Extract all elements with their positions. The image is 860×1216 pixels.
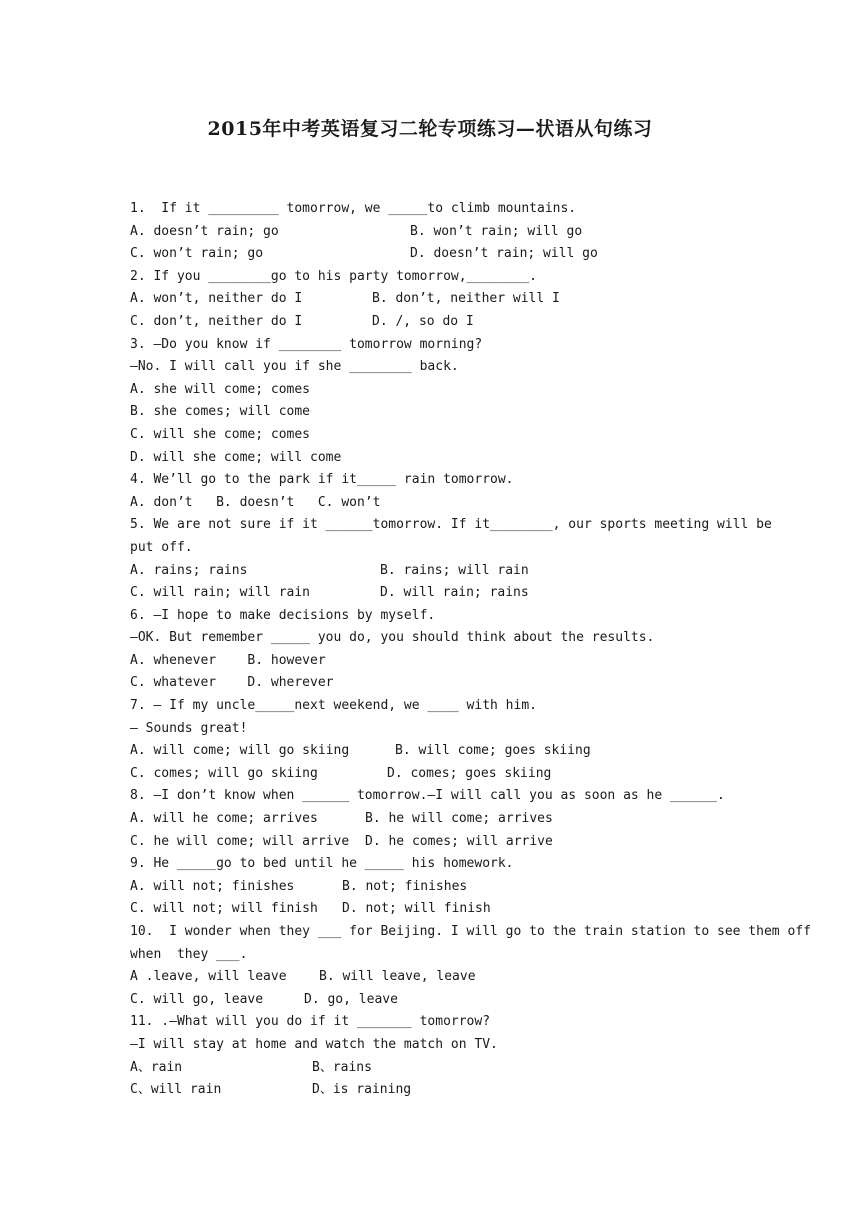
options-row (130, 831, 770, 854)
answer-option: B. rains; will rain (380, 562, 529, 578)
answer-option: C. whatever D. wherever (130, 675, 334, 691)
question-stem-line: 11. .—What will you do if it _______ tomorrow? (130, 1014, 491, 1030)
options-row (130, 1079, 770, 1102)
answer-option: B. she comes; will come (130, 404, 311, 420)
question-8 (130, 785, 770, 853)
answer-option: C. he will come; will arrive (130, 833, 350, 849)
question-5 (130, 514, 770, 604)
options-row (130, 311, 770, 334)
answer-option: D. he comes; will arrive (365, 833, 553, 849)
question-7 (130, 695, 770, 785)
options-row (130, 379, 770, 402)
answer-option: A. she will come; comes (130, 381, 311, 397)
answer-option: B. don’t, neither will I (372, 291, 560, 307)
answer-option: A. will he come; arrives (130, 811, 318, 827)
question-stem-line: when they ___. (130, 946, 248, 962)
answer-option: C. don’t, neither do I (130, 313, 303, 329)
answer-option: C. will rain; will rain (130, 585, 311, 601)
answer-option: C. will not; will finish (130, 901, 318, 917)
answer-option: A. doesn’t rain; go (130, 223, 279, 239)
page-title: 2015年中考英语复习二轮专项练习—状语从句练习 (207, 118, 653, 140)
answer-option: C、will rain (130, 1082, 222, 1098)
options-row (130, 672, 770, 695)
question-11 (130, 1011, 770, 1101)
question-stem-line: put off. (130, 539, 193, 555)
answer-option: B. he will come; arrives (365, 811, 553, 827)
question-list (130, 198, 811, 1102)
question-stem-line: —OK. But remember _____ you do, you should think about the results. (130, 630, 655, 646)
answer-option: D. comes; goes skiing (387, 765, 552, 781)
question-stem-line: 10. I wonder when they ___ for Beijing. I will go to the train station to see them off (130, 924, 811, 939)
question-stem-line: 6. —I hope to make decisions by myself. (130, 607, 436, 623)
question-stem-line: 3. —Do you know if ________ tomorrow morning? (130, 336, 483, 352)
answer-option: B. won’t rain; will go (410, 223, 583, 239)
question-stem-line: 5. We are not sure if it ______tomorrow. If it________, our sports meeting will be (130, 517, 772, 533)
question-10 (130, 921, 811, 1011)
answer-option: B. will leave, leave (319, 969, 476, 985)
options-row (130, 560, 770, 583)
answer-option: D. will she come; will come (130, 449, 342, 465)
answer-option: A .leave, will leave (130, 969, 287, 985)
answer-option: B、rains (312, 1059, 372, 1075)
answer-option: D. will rain; rains (380, 585, 529, 601)
answer-option: C. comes; will go skiing (130, 765, 318, 781)
options-row (130, 740, 770, 763)
answer-option: C. will she come; comes (130, 426, 311, 442)
answer-option: A. will not; finishes (130, 878, 295, 894)
question-6 (130, 605, 770, 695)
question-stem-line: 8. —I don’t know when ______ tomorrow.—I will call you as soon as he ______. (130, 788, 725, 804)
answer-option: D. doesn’t rain; will go (410, 246, 598, 262)
question-stem-line: 4. We’ll go to the park if it_____ rain tomorrow. (130, 472, 514, 488)
options-row (130, 492, 770, 515)
answer-option: A. whenever B. however (130, 652, 326, 668)
question-2 (130, 266, 770, 334)
question-stem-line: — Sounds great! (130, 720, 248, 736)
answer-option: D、is raining (312, 1082, 412, 1098)
answer-option: D. go, leave (304, 991, 398, 1007)
options-row (130, 898, 770, 921)
question-stem-line: —No. I will call you if she ________ back. (130, 359, 459, 375)
answer-option: A. don’t B. doesn’t C. won’t (130, 494, 381, 510)
options-row (130, 989, 770, 1012)
options-row (130, 424, 770, 447)
options-row (130, 1057, 770, 1080)
question-4 (130, 469, 770, 514)
options-row (130, 808, 770, 831)
answer-option: B. will come; goes skiing (395, 743, 591, 759)
options-row (130, 221, 770, 244)
question-stem-line: 1. If it _________ tomorrow, we _____to climb mountains. (130, 201, 577, 216)
options-row (130, 243, 770, 266)
options-row (130, 650, 770, 673)
answer-option: A. won’t, neither do I (130, 291, 303, 307)
options-row (130, 582, 770, 605)
question-3 (130, 334, 770, 470)
question-stem-line: —I will stay at home and watch the match on TV. (130, 1036, 498, 1052)
question-1 (130, 198, 770, 266)
answer-option: A. will come; will go skiing (130, 743, 350, 759)
question-9 (130, 853, 770, 921)
answer-option: B. not; finishes (342, 878, 468, 894)
answer-option: A. rains; rains (130, 562, 248, 578)
question-stem-line: 9. He _____go to bed until he _____ his homework. (130, 856, 514, 872)
options-row (130, 447, 770, 470)
options-row (130, 288, 770, 311)
options-row (130, 401, 770, 424)
answer-option: C. will go, leave (130, 991, 264, 1007)
options-row (130, 966, 770, 989)
answer-option: A、rain (130, 1059, 183, 1075)
answer-option: D. not; will finish (342, 901, 491, 917)
answer-option: D. /, so do I (372, 313, 474, 329)
options-row (130, 876, 770, 899)
answer-option: C. won’t rain; go (130, 246, 264, 262)
question-stem-line: 7. — If my uncle_____next weekend, we ____ with him. (130, 698, 537, 714)
question-stem-line: 2. If you ________go to his party tomorrow,________. (130, 268, 537, 284)
options-row (130, 763, 770, 786)
